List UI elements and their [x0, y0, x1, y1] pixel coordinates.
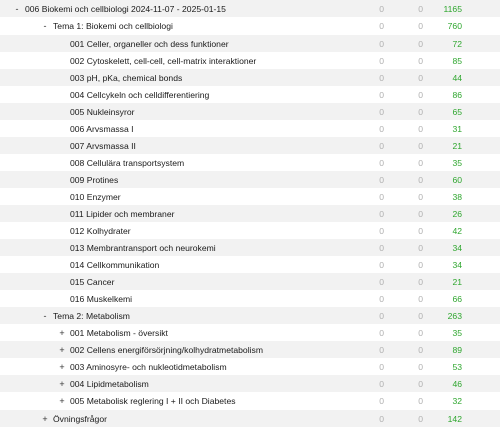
- new-count: 0: [379, 106, 384, 117]
- due-count: 85: [452, 55, 462, 66]
- learn-count: 0: [418, 55, 423, 66]
- new-count: 0: [379, 259, 384, 270]
- learn-count: 0: [418, 378, 423, 389]
- deck-name-link[interactable]: Tema 2: Metabolism: [53, 310, 130, 321]
- new-count: 0: [379, 123, 384, 134]
- learn-count: 0: [418, 259, 423, 270]
- learn-count: 0: [418, 225, 423, 236]
- deck-name-link[interactable]: 003 Aminosyre- och nukleotidmetabolism: [70, 361, 227, 372]
- collapse-toggle[interactable]: -: [15, 3, 19, 14]
- due-count: 34: [452, 259, 462, 270]
- new-count: 0: [379, 191, 384, 202]
- learn-count: 0: [418, 327, 423, 338]
- learn-count: 0: [418, 413, 423, 424]
- learn-count: 0: [418, 106, 423, 117]
- new-count: 0: [379, 140, 384, 151]
- deck-name-link[interactable]: 015 Cancer: [70, 276, 115, 287]
- deck-name-link[interactable]: 004 Lipidmetabolism: [70, 378, 149, 389]
- deck-name-link[interactable]: 002 Cytoskelett, cell-cell, cell-matrix interaktioner: [70, 55, 257, 66]
- learn-count: 0: [418, 191, 423, 202]
- deck-name-link[interactable]: 013 Membrantransport och neurokemi: [70, 242, 216, 253]
- deck-name-link[interactable]: 006 Biokemi och cellbiologi 2024-11-07 - 2025-01-15: [25, 3, 226, 14]
- learn-count: 0: [418, 276, 423, 287]
- new-count: 0: [379, 208, 384, 219]
- deck-name-link[interactable]: 008 Cellulära transportsystem: [70, 157, 185, 168]
- deck-row[interactable]: [0, 154, 500, 171]
- deck-row[interactable]: [0, 52, 500, 69]
- due-count: 44: [452, 72, 462, 83]
- new-count: 0: [379, 327, 384, 338]
- deck-name-link[interactable]: Tema 1: Biokemi och cellbiologi: [53, 20, 173, 31]
- due-count: 32: [452, 395, 462, 406]
- deck-row[interactable]: [0, 375, 500, 392]
- due-count: 38: [452, 191, 462, 202]
- deck-row[interactable]: [0, 17, 500, 34]
- deck-row[interactable]: [0, 290, 500, 307]
- deck-row[interactable]: [0, 239, 500, 256]
- learn-count: 0: [418, 157, 423, 168]
- learn-count: 0: [418, 310, 423, 321]
- new-count: 0: [379, 89, 384, 100]
- deck-row[interactable]: [0, 410, 500, 427]
- due-count: 72: [452, 38, 462, 49]
- new-count: 0: [379, 174, 384, 185]
- due-count: 66: [452, 293, 462, 304]
- new-count: 0: [379, 3, 384, 14]
- deck-row[interactable]: [0, 188, 500, 205]
- learn-count: 0: [418, 395, 423, 406]
- new-count: 0: [379, 225, 384, 236]
- collapse-toggle[interactable]: -: [43, 20, 47, 31]
- deck-name-link[interactable]: 011 Lipider och membraner: [70, 208, 175, 219]
- learn-count: 0: [418, 72, 423, 83]
- deck-row[interactable]: [0, 222, 500, 239]
- deck-row[interactable]: [0, 358, 500, 375]
- deck-row[interactable]: [0, 273, 500, 290]
- deck-name-link[interactable]: 009 Protines: [70, 174, 119, 185]
- expand-toggle[interactable]: +: [59, 344, 65, 355]
- learn-count: 0: [418, 344, 423, 355]
- deck-row[interactable]: [0, 341, 500, 358]
- deck-name-link[interactable]: 001 Metabolism - översikt: [70, 327, 168, 338]
- deck-name-link[interactable]: 014 Cellkommunikation: [70, 259, 160, 270]
- deck-row[interactable]: [0, 307, 500, 324]
- deck-row[interactable]: [0, 256, 500, 273]
- due-count: 35: [452, 327, 462, 338]
- due-count: 86: [452, 89, 462, 100]
- expand-toggle[interactable]: +: [59, 361, 65, 372]
- new-count: 0: [379, 361, 384, 372]
- new-count: 0: [379, 395, 384, 406]
- due-count: 760: [447, 20, 462, 31]
- learn-count: 0: [418, 20, 423, 31]
- learn-count: 0: [418, 208, 423, 219]
- deck-name-link[interactable]: 016 Muskelkemi: [70, 293, 133, 304]
- deck-row[interactable]: [0, 35, 500, 52]
- deck-row[interactable]: [0, 0, 500, 17]
- learn-count: 0: [418, 242, 423, 253]
- due-count: 34: [452, 242, 462, 253]
- deck-row[interactable]: [0, 86, 500, 103]
- new-count: 0: [379, 72, 384, 83]
- deck-name-link[interactable]: 003 pH, pKa, chemical bonds: [70, 72, 183, 83]
- deck-row[interactable]: [0, 103, 500, 120]
- deck-name-link[interactable]: 002 Cellens energiförsörjning/kolhydratmetabolism: [70, 344, 263, 355]
- due-count: 46: [452, 378, 462, 389]
- learn-count: 0: [418, 89, 423, 100]
- due-count: 31: [452, 123, 462, 134]
- deck-row[interactable]: [0, 120, 500, 137]
- due-count: 142: [447, 413, 462, 424]
- deck-name-link[interactable]: 010 Enzymer: [70, 191, 121, 202]
- due-count: 42: [452, 225, 462, 236]
- due-count: 21: [452, 140, 462, 151]
- new-count: 0: [379, 310, 384, 321]
- new-count: 0: [379, 276, 384, 287]
- due-count: 263: [447, 310, 462, 321]
- learn-count: 0: [418, 140, 423, 151]
- learn-count: 0: [418, 174, 423, 185]
- expand-toggle[interactable]: +: [59, 327, 65, 338]
- new-count: 0: [379, 55, 384, 66]
- learn-count: 0: [418, 361, 423, 372]
- new-count: 0: [379, 413, 384, 424]
- collapse-toggle[interactable]: -: [43, 310, 47, 321]
- deck-name-link[interactable]: 007 Arvsmassa II: [70, 140, 136, 151]
- deck-row[interactable]: [0, 324, 500, 341]
- learn-count: 0: [418, 38, 423, 49]
- due-count: 65: [452, 106, 462, 117]
- deck-name-link[interactable]: 012 Kolhydrater: [70, 225, 131, 236]
- due-count: 89: [452, 344, 462, 355]
- due-count: 21: [452, 276, 462, 287]
- deck-row[interactable]: [0, 392, 500, 409]
- due-count: 1165: [443, 3, 462, 14]
- deck-row[interactable]: [0, 137, 500, 154]
- expand-toggle[interactable]: +: [59, 378, 65, 389]
- learn-count: 0: [418, 123, 423, 134]
- deck-row[interactable]: [0, 69, 500, 86]
- deck-row[interactable]: [0, 205, 500, 222]
- due-count: 35: [452, 157, 462, 168]
- learn-count: 0: [418, 3, 423, 14]
- due-count: 60: [452, 174, 462, 185]
- learn-count: 0: [418, 293, 423, 304]
- deck-name-link[interactable]: 006 Arvsmassa I: [70, 123, 134, 134]
- deck-name-link[interactable]: Övningsfrågor: [53, 413, 107, 424]
- due-count: 53: [452, 361, 462, 372]
- new-count: 0: [379, 157, 384, 168]
- new-count: 0: [379, 38, 384, 49]
- new-count: 0: [379, 242, 384, 253]
- new-count: 0: [379, 20, 384, 31]
- deck-name-link[interactable]: 005 Nukleinsyror: [70, 106, 135, 117]
- new-count: 0: [379, 378, 384, 389]
- new-count: 0: [379, 344, 384, 355]
- expand-toggle[interactable]: +: [42, 413, 48, 424]
- deck-name-link[interactable]: 001 Celler, organeller och dess funktioner: [70, 38, 229, 49]
- due-count: 26: [452, 208, 462, 219]
- expand-toggle[interactable]: +: [59, 395, 65, 406]
- deck-row[interactable]: [0, 171, 500, 188]
- deck-name-link[interactable]: 005 Metabolisk reglering I + II och Diabetes: [70, 395, 236, 406]
- new-count: 0: [379, 293, 384, 304]
- deck-name-link[interactable]: 004 Cellcykeln och celldifferentiering: [70, 89, 210, 100]
